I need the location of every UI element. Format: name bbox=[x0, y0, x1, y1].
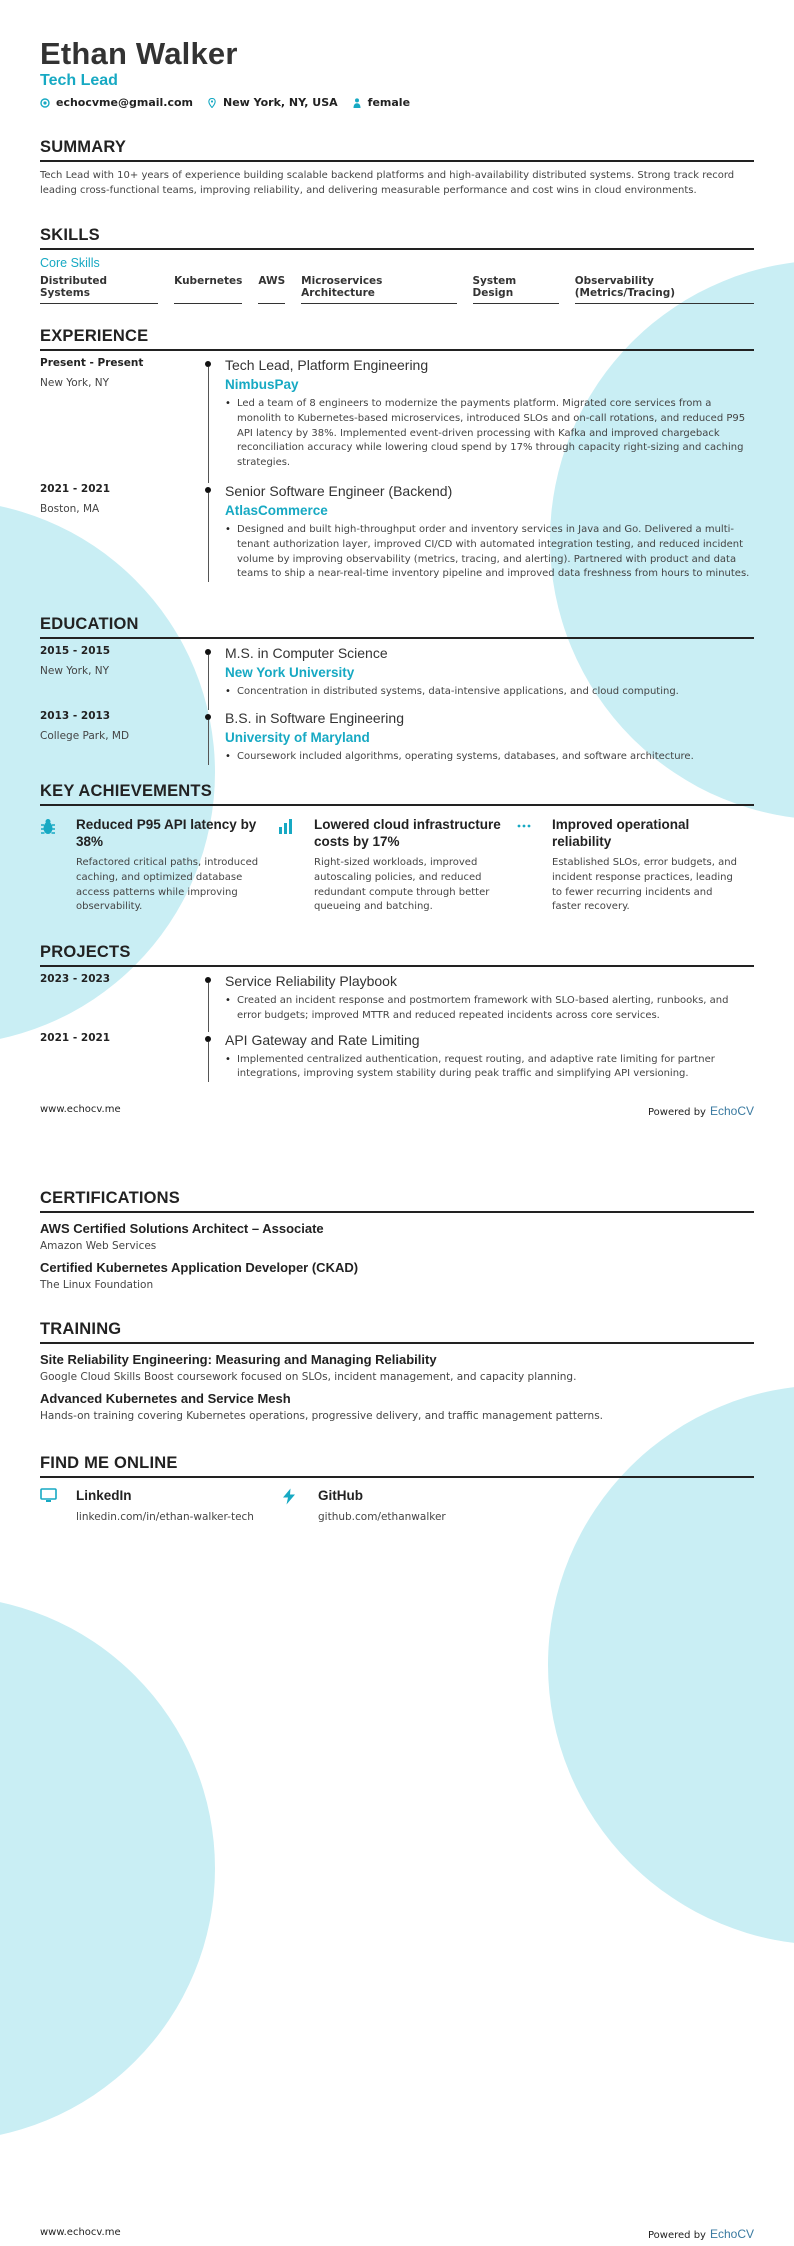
ellipsis-icon bbox=[516, 818, 532, 834]
training-section bbox=[40, 1320, 754, 1422]
powered-by bbox=[648, 2227, 754, 2241]
powered-by-text: Powered by bbox=[648, 2230, 706, 2241]
contact-row bbox=[40, 96, 410, 109]
entry-school: University of Maryland bbox=[225, 729, 370, 745]
skills-list bbox=[40, 275, 754, 304]
achievements-section bbox=[40, 782, 754, 915]
summary-section bbox=[40, 138, 754, 198]
contact-gender bbox=[352, 96, 410, 109]
entry-school: New York University bbox=[225, 665, 355, 680]
entry-organization: AtlasCommerce bbox=[225, 502, 328, 518]
projects-heading: PROJECTS bbox=[40, 943, 754, 967]
cert-issuer: Amazon Web Services bbox=[40, 1240, 157, 1252]
timeline-line bbox=[208, 655, 209, 710]
training-item bbox=[40, 1391, 754, 1422]
entry-location: Boston, MA bbox=[40, 502, 100, 515]
training-name: Site Reliability Engineering: Measuring and Managing Reliability bbox=[40, 1352, 437, 1367]
timeline-line bbox=[208, 983, 209, 1032]
entry-date: 2021 - 2021 bbox=[40, 482, 111, 495]
entry-bullet: • Led a team of 8 engineers to modernize the payments platform. Migrated core services from a monolith to Kubernetes-based microservices, introduced SLOs and on-call rotations, and reduced P95 API latency by 38%. Implemented event-driven processing with Kafka and improved chargeback reconciliation accuracy while lowering cloud spend by 17% through capacity right-sizing and caching strategies. bbox=[225, 397, 754, 471]
entry-bullet: • Coursework included algorithms, operating systems, databases, and software architecture. bbox=[225, 750, 754, 765]
online-label: GitHub bbox=[318, 1488, 363, 1503]
online-section bbox=[40, 1454, 754, 1523]
summary-heading: SUMMARY bbox=[40, 138, 754, 162]
achievement-title: Lowered cloud infrastructure costs by 17% bbox=[314, 817, 501, 849]
skills-heading: SKILLS bbox=[40, 226, 754, 250]
certifications-section bbox=[40, 1189, 754, 1291]
entry-date: Present - Present bbox=[40, 357, 144, 369]
timeline-line bbox=[208, 367, 209, 483]
achievement-item bbox=[278, 816, 516, 915]
page-footer bbox=[40, 2227, 754, 2241]
skill-item: AWS bbox=[258, 275, 285, 304]
experience-section bbox=[40, 327, 754, 582]
email-text: echocvme@gmail.com bbox=[56, 96, 194, 109]
entry-role: Senior Software Engineer (Backend) bbox=[225, 482, 453, 499]
training-desc: Hands-on training covering Kubernetes operations, progressive delivery, and traffic management patterns. bbox=[40, 1410, 604, 1422]
experience-heading: EXPERIENCE bbox=[40, 327, 754, 351]
online-item-linkedin[interactable] bbox=[40, 1488, 282, 1523]
resume-page-2 bbox=[0, 1123, 794, 2246]
achievement-title: Reduced P95 API latency by 38% bbox=[76, 817, 257, 849]
bolt-icon bbox=[282, 1488, 296, 1505]
decorative-circle bbox=[0, 1596, 215, 2141]
timeline-line bbox=[208, 1042, 209, 1083]
project-entry bbox=[40, 973, 754, 1032]
experience-entry bbox=[40, 483, 754, 582]
training-name: Advanced Kubernetes and Service Mesh bbox=[40, 1391, 291, 1406]
achievement-desc: Right-sized workloads, improved autoscaling policies, and reduced redundant compute through better queueing and batching. bbox=[314, 857, 490, 913]
summary-text: Tech Lead with 10+ years of experience building scalable backend platforms and high-availability distributed systems. Strong track record leading cross-functional teams, improving reliability, and delivering measurable performance and cost wins in cloud environments. bbox=[40, 170, 735, 196]
training-desc: Google Cloud Skills Boost coursework focused on SLOs, incident management, and capacity planning. bbox=[40, 1371, 577, 1383]
project-name: API Gateway and Rate Limiting bbox=[225, 1031, 420, 1048]
education-section bbox=[40, 615, 754, 765]
certifications-heading: CERTIFICATIONS bbox=[40, 1189, 754, 1213]
entry-location: College Park, MD bbox=[40, 729, 130, 742]
bar-chart-icon bbox=[278, 818, 294, 834]
education-entry bbox=[40, 645, 754, 710]
skill-item: System Design bbox=[473, 275, 559, 304]
achievement-desc: Established SLOs, error budgets, and incident response practices, leading to fewer recurring incidents and faster recovery. bbox=[552, 857, 737, 913]
powered-by-text: Powered by bbox=[648, 1107, 706, 1118]
online-url[interactable]: linkedin.com/in/ethan-walker-tech bbox=[76, 1511, 254, 1523]
contact-email[interactable] bbox=[40, 96, 193, 109]
training-item bbox=[40, 1352, 754, 1383]
core-skills-label: Core Skills bbox=[40, 256, 100, 270]
project-entry bbox=[40, 1032, 754, 1083]
footer-site-link[interactable]: www.echocv.me bbox=[40, 1104, 121, 1115]
entry-degree: M.S. in Computer Science bbox=[225, 645, 388, 661]
entry-organization: NimbusPay bbox=[225, 377, 299, 392]
experience-entry bbox=[40, 357, 754, 483]
timeline-line bbox=[208, 493, 209, 582]
skill-item: Microservices Architecture bbox=[301, 275, 456, 304]
achievement-item bbox=[40, 816, 278, 915]
contact-location bbox=[207, 96, 338, 109]
monitor-icon bbox=[40, 1488, 57, 1503]
entry-location: New York, NY bbox=[40, 377, 110, 389]
skills-section bbox=[40, 226, 754, 304]
brand-logo[interactable]: EchoCV bbox=[709, 2227, 754, 2241]
achievement-desc: Refactored critical paths, introduced caching, and optimized database access patterns while improving observability. bbox=[76, 857, 259, 913]
cert-name: AWS Certified Solutions Architect – Associate bbox=[40, 1221, 324, 1236]
online-url[interactable]: github.com/ethanwalker bbox=[318, 1511, 446, 1523]
map-pin-icon bbox=[207, 98, 217, 108]
footer-site-link[interactable]: www.echocv.me bbox=[40, 2227, 121, 2238]
skill-item: Distributed Systems bbox=[40, 275, 158, 304]
online-item-github[interactable] bbox=[282, 1488, 524, 1523]
cert-name: Certified Kubernetes Application Developer (CKAD) bbox=[40, 1260, 359, 1275]
project-name: Service Reliability Playbook bbox=[225, 973, 397, 989]
skill-item: Kubernetes bbox=[174, 275, 242, 304]
training-heading: TRAINING bbox=[40, 1320, 754, 1344]
skill-item: Observability (Metrics/Tracing) bbox=[575, 275, 754, 304]
entry-bullet: • Created an incident response and postmortem framework with SLO-based alerting, runbooks, and error budgets; improved MTTR and reduced repeated incidents across core services. bbox=[225, 994, 754, 1024]
online-label: LinkedIn bbox=[76, 1488, 132, 1503]
gender-text: female bbox=[367, 96, 411, 109]
achievement-title: Improved operational reliability bbox=[552, 817, 690, 849]
person-icon bbox=[352, 98, 362, 108]
entry-location: New York, NY bbox=[40, 665, 110, 677]
at-sign-icon bbox=[40, 98, 50, 108]
cert-item bbox=[40, 1260, 754, 1291]
entry-degree: B.S. in Software Engineering bbox=[225, 709, 404, 726]
brand-logo[interactable]: EchoCV bbox=[709, 1104, 754, 1118]
candidate-title: Tech Lead bbox=[40, 72, 118, 89]
entry-date: 2013 - 2013 bbox=[40, 709, 111, 722]
entry-role: Tech Lead, Platform Engineering bbox=[225, 357, 429, 373]
achievements-heading: KEY ACHIEVEMENTS bbox=[40, 782, 754, 806]
page-footer bbox=[40, 1104, 754, 1118]
education-heading: EDUCATION bbox=[40, 615, 754, 639]
entry-bullet: • Concentration in distributed systems, data-intensive applications, and cloud computing. bbox=[225, 685, 754, 700]
online-heading: FIND ME ONLINE bbox=[40, 1454, 754, 1478]
cert-issuer: The Linux Foundation bbox=[40, 1279, 154, 1291]
achievement-item bbox=[516, 816, 754, 915]
entry-bullet: • Implemented centralized authentication, request routing, and adaptive rate limiting for partner integrations, improving system stability during peak traffic and simplifying API versioning. bbox=[225, 1053, 754, 1083]
entry-date: 2015 - 2015 bbox=[40, 645, 111, 657]
cert-item bbox=[40, 1221, 754, 1252]
entry-date: 2021 - 2021 bbox=[40, 1031, 111, 1044]
entry-bullet: • Designed and built high-throughput order and inventory services in Java and Go. Delivered a multi-tenant authorization layer, improved CI/CD with automated integration testing, and reduced incident volume by improving observability (metrics, tracing, and alerting). Partnered with product and data teams to ship a near-real-time inventory pipeline and improved data freshness from hours to minutes. bbox=[225, 523, 754, 582]
bug-icon bbox=[40, 818, 56, 836]
entry-date: 2023 - 2023 bbox=[40, 973, 111, 985]
projects-section bbox=[40, 943, 754, 1082]
education-entry bbox=[40, 710, 754, 765]
location-text: New York, NY, USA bbox=[223, 96, 338, 109]
timeline-line bbox=[208, 720, 209, 765]
candidate-name: Ethan Walker bbox=[40, 36, 238, 71]
powered-by bbox=[648, 1104, 754, 1118]
